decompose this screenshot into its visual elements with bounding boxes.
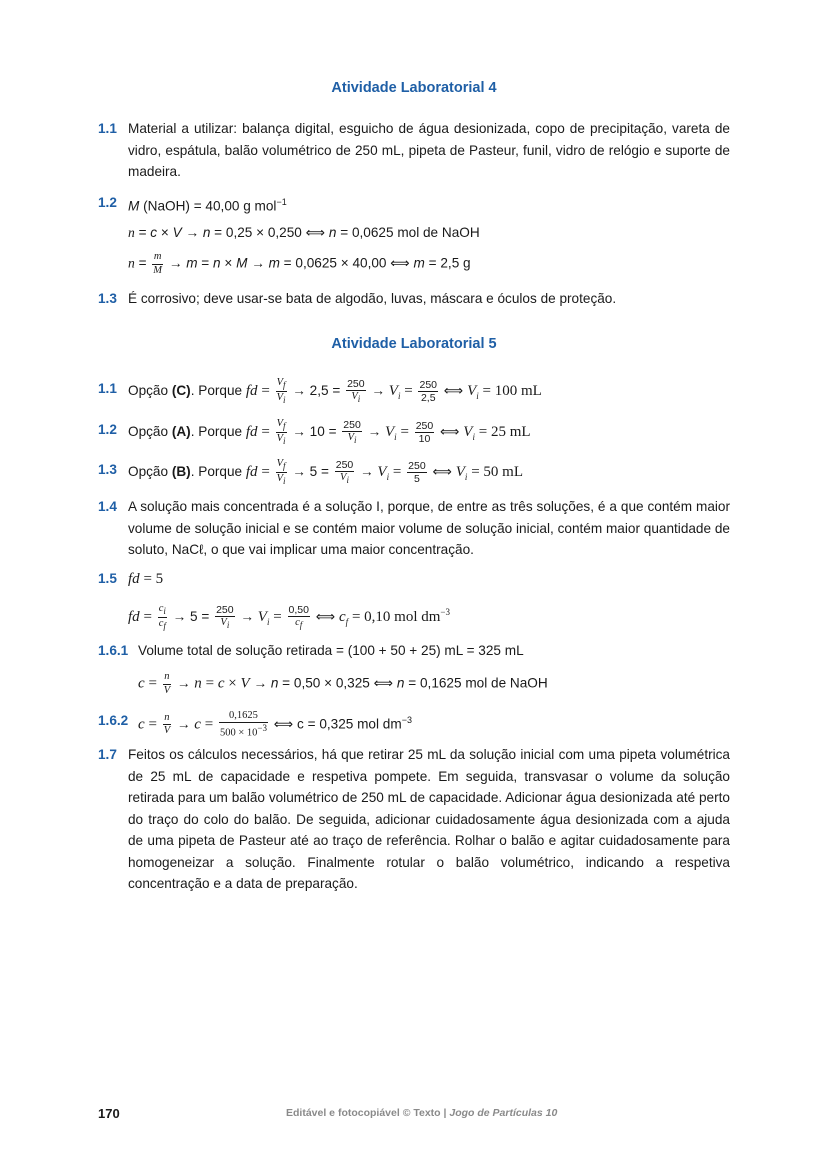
total-volume-line: Volume total de solução retirada = (100 + 50 + 25) mL = 325 mL <box>138 643 524 658</box>
book-title: Jogo de Partículas 10 <box>449 1107 558 1119</box>
option-prefix: Opção <box>128 383 172 399</box>
item-number: 1.3 <box>98 291 117 306</box>
option-letter: (A) <box>171 424 191 440</box>
fd-value: 2,5 <box>309 383 329 399</box>
option-answer: Opção (C). Porque fd = $\frac{V_f}{V_i}$ → 2,5 = $\frac{250}{V_i}$ → $V_i$ = $\frac{250}{2,5}$ ⟺ $V_i = 100$ mL <box>128 377 542 406</box>
fraction-denominator: 2,5 <box>420 392 436 405</box>
al5-item-1-2 <box>98 419 730 449</box>
item-number: 1.6.1 <box>98 643 129 658</box>
page-number: 170 <box>98 1106 120 1121</box>
section-title-al4: Atividade Laboratorial 4 <box>331 80 497 96</box>
result-value: 50 mL <box>483 464 523 481</box>
fd-value: 10 <box>309 424 325 440</box>
fraction-denominator: 10 <box>418 433 431 446</box>
item-number: 1.7 <box>98 747 117 762</box>
item-number: 1.2 <box>98 195 117 210</box>
item-number: 1.2 <box>98 422 117 437</box>
item-number: 1.3 <box>98 462 117 477</box>
concentration-calc-line: fd = $\frac{c_i}{c_f}$ → 5 = $\frac{250}{V_i}$ → $V_i$ = $\frac{0,50}{c_f}$ ⟺ $c_f = 0,10$ mol $dm^{-3}$ <box>128 602 450 631</box>
al4-item-1-1 <box>98 118 730 183</box>
al5-item-1-6-2 <box>98 710 730 739</box>
section-title-al5: Atividade Laboratorial 5 <box>331 336 497 352</box>
item-number: 1.6.2 <box>98 713 129 728</box>
option-mid: . Porque <box>190 424 246 440</box>
al5-item-1-5 <box>98 568 730 591</box>
mass-calc-line: n = $\frac{m}{M}$ → m = n × M → m = 0,0625 × 40,00 ⟺ m = 2,5 g <box>128 251 471 276</box>
fd-value: 5 <box>309 464 318 480</box>
al5-item-1-7 <box>98 744 730 895</box>
molar-mass-line: M (NaOH) = 40,00 g mol$^{-1}$ <box>128 197 287 214</box>
al5-item-1-3 <box>98 459 730 489</box>
al4-item-1-2 <box>98 192 730 217</box>
option-answer: Opção (A). Porque fd = $\frac{V_f}{V_i}$ → 10 = $\frac{250}{V_i}$ → $V_i$ = $\frac{250}{10}$ ⟺ $V_i = 25$ mL <box>128 418 531 447</box>
option-mid: . Porque <box>190 383 246 399</box>
item-text: A solução mais concentrada é a solução I, porque, de entre as três soluções, é a que contém maior volume de solução inicial e se contém maior volume de solução inicial, contém maior quantidade de soluto, NaCℓ, o que vai implicar uma maior concentração. <box>128 499 730 557</box>
option-letter: (C) <box>171 383 191 399</box>
result-value: 25 mL <box>490 424 531 441</box>
item-number: 1.5 <box>98 571 117 586</box>
item-text: Material a utilizar: balança digital, esguicho de água desionizada, copo de precipitação, vareta de vidro, espátula, balão volumétrico de 250 mL, pipeta de Pasteur, funil, vidro de relógio e suporte de madeira. <box>128 121 730 179</box>
al5-item-1-1 <box>98 378 730 408</box>
al5-item-1-4 <box>98 496 730 561</box>
option-answer: Opção (B). Porque fd = $\frac{V_f}{V_i}$ → 5 = $\frac{250}{V_i}$ → $V_i$ = $\frac{250}{5}$ ⟺ $V_i = 50$ mL <box>128 458 523 487</box>
al5-item-1-6-1 <box>98 640 730 662</box>
moles-calc-line: n = c × V → n = 0,25 × 0,250 ⟺ n = 0,0625 mol de NaOH <box>128 225 480 240</box>
item-number: 1.4 <box>98 499 117 514</box>
option-prefix: Opção <box>128 424 172 440</box>
item-number: 1.1 <box>98 381 117 396</box>
option-letter: (B) <box>171 464 191 480</box>
fraction-denominator: 5 <box>413 473 420 486</box>
copyright-text: Editável e fotocopiável © Texto | <box>286 1107 450 1119</box>
item-text: Feitos os cálculos necessários, há que retirar 25 mL da solução inicial com uma pipeta volumétrica de 25 mL de capacidade e respetiva pompete. Em seguida, transvasar o volume da solução retirada para um balão volumétrico de 250 mL de capacidade. Adicionar água desionizada até perto do traço do colo do balão. De seguida, adicionar cuidadosamente água desionizada com a ajuda de uma pipeta de Pasteur até ao traço de referência. Rolhar o balão e agitar cuidadosamente para homogeneizar a solução. Finalmente rotular o balão volumétrico, indicando a respetiva concentração e a data de preparação. <box>128 747 730 891</box>
option-prefix: Opção <box>128 464 172 480</box>
fd-line: fd = 5 <box>128 571 164 587</box>
al4-item-1-3 <box>98 288 730 310</box>
item-text: É corrosivo; deve usar-se bata de algodão, luvas, máscara e óculos de proteção. <box>128 291 617 306</box>
item-number: 1.1 <box>98 121 117 136</box>
footer-copyright <box>286 1107 557 1119</box>
option-mid: . Porque <box>190 464 246 480</box>
moles-naoh-line: c = $\frac{n}{V}$ → n = c × V → n = 0,50 × 0,325 ⟺ n = 0,1625 mol de NaOH <box>138 671 548 696</box>
result-value: 100 mL <box>494 383 542 400</box>
concentration-result-line: c = $\frac{n}{V}$ → c = $\frac{0,1625}{500 \times 10^{-3}}$ ⟺ c = 0,325 mol $dm^{-3}$ <box>138 709 412 739</box>
